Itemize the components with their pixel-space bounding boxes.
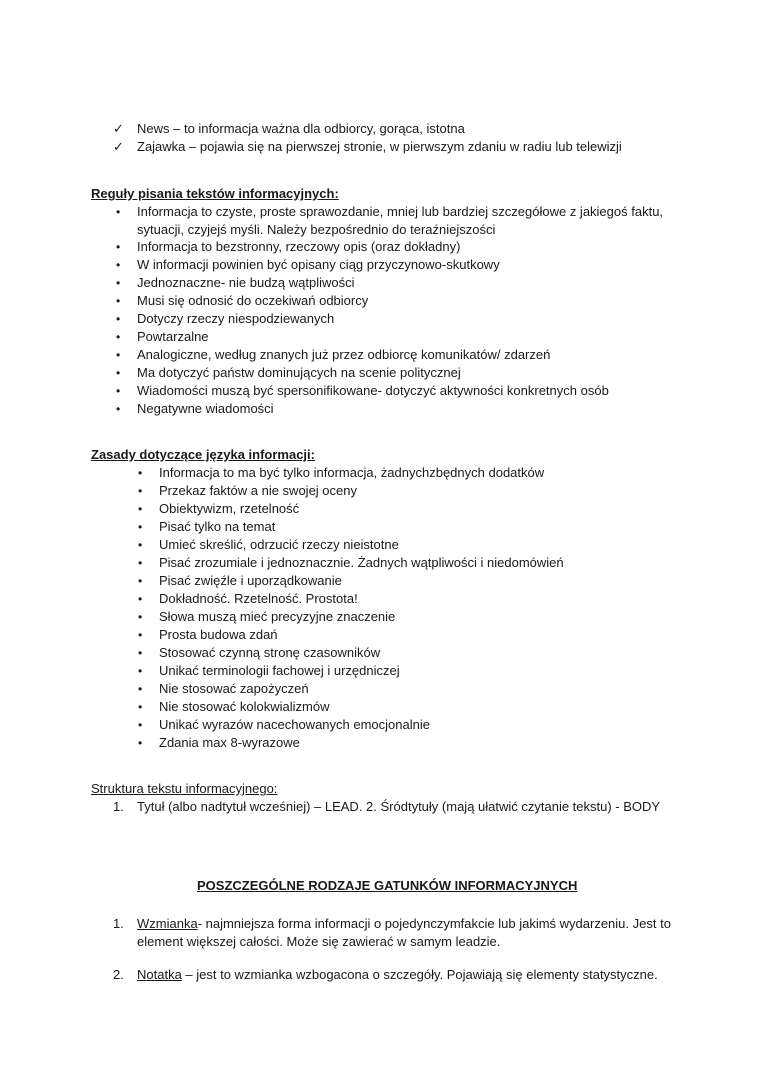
rule-item: Ma dotyczyć państw dominujących na scenie politycznej	[137, 365, 461, 380]
language-item: Nie stosować zapożyczeń	[159, 681, 309, 696]
bullet-icon: •	[116, 402, 121, 416]
language-item: Zdania max 8-wyrazowe	[159, 735, 300, 750]
check-icon: ✓	[113, 139, 124, 154]
bullet-icon: •	[138, 520, 143, 534]
language-item: Pisać zrozumiale i jednoznacznie. Żadnych wątpliwości i niedomówień	[159, 555, 564, 570]
genre-item-notatka	[137, 966, 658, 984]
rule-item-continuation: sytuacji, czyjejś myśli. Należy bezpośrednio do teraźniejszości	[137, 222, 496, 237]
structure-item: Tytuł (albo nadtytuł wcześniej) – LEAD. 2. Śródtytuły (mają ułatwić czytanie tekstu) - BODY	[137, 799, 661, 814]
intro-item-news: News – to informacja ważna dla odbiorcy, gorąca, istotna	[137, 121, 465, 136]
genre-item-continuation: element większej całości. Może się zawierać w samym leadzie.	[137, 934, 501, 949]
language-item: Słowa muszą mieć precyzyjne znaczenie	[159, 609, 396, 624]
bullet-icon: •	[138, 646, 143, 660]
bullet-icon: •	[138, 736, 143, 750]
language-item: Umieć skreślić, odrzucić rzeczy nieistotne	[159, 537, 399, 552]
list-number: 1.	[113, 799, 124, 814]
bullet-icon: •	[116, 366, 121, 380]
bullet-icon: •	[116, 330, 121, 344]
list-number: 1.	[113, 916, 124, 931]
bullet-icon: •	[138, 484, 143, 498]
check-icon: ✓	[113, 121, 124, 136]
bullet-icon: •	[116, 384, 121, 398]
bullet-icon: •	[138, 466, 143, 480]
language-item: Pisać tylko na temat	[159, 519, 276, 534]
rule-item: Powtarzalne	[137, 329, 209, 344]
section-heading-language: Zasady dotyczące języka informacji:	[91, 447, 315, 462]
bullet-icon: •	[116, 294, 121, 308]
bullet-icon: •	[116, 312, 121, 326]
language-item: Obiektywizm, rzetelność	[159, 501, 300, 516]
rule-item: Jednoznaczne- nie budzą wątpliwości	[137, 275, 355, 290]
genre-description: – jest to wzmianka wzbogacona o szczegóły. Pojawiają się elementy statystyczne.	[181, 967, 658, 982]
bullet-icon: •	[138, 610, 143, 624]
rule-item: Musi się odnosić do oczekiwań odbiorcy	[137, 293, 369, 308]
rule-item: Negatywne wiadomości	[137, 401, 274, 416]
bullet-icon: •	[138, 628, 143, 642]
rule-item: W informacji powinien być opisany ciąg przyczynowo-skutkowy	[137, 257, 500, 272]
language-item: Unikać terminologii fachowej i urzędniczej	[159, 663, 400, 678]
rule-item: Wiadomości muszą być spersonifikowane- dotyczyć aktywności konkretnych osób	[137, 383, 609, 398]
rule-item: Analogiczne, według znanych już przez odbiorcę komunikatów/ zdarzeń	[137, 347, 551, 362]
intro-item-zajawka: Zajawka – pojawia się na pierwszej stronie, w pierwszym zdaniu w radiu lub telewizji	[137, 139, 622, 154]
language-item: Dokładność. Rzetelność. Prostota!	[159, 591, 358, 606]
section-heading-rules: Reguły pisania tekstów informacyjnych:	[91, 186, 339, 201]
list-number: 2.	[113, 967, 124, 982]
language-item: Informacja to ma być tylko informacja, żadnychzbędnych dodatków	[159, 465, 545, 480]
language-item: Unikać wyrazów nacechowanych emocjonalnie	[159, 717, 430, 732]
bullet-icon: •	[116, 240, 121, 254]
bullet-icon: •	[138, 682, 143, 696]
bullet-icon: •	[138, 502, 143, 516]
rule-item: Dotyczy rzeczy niespodziewanych	[137, 311, 335, 326]
bullet-icon: •	[138, 718, 143, 732]
bullet-icon: •	[138, 592, 143, 606]
rule-item: Informacja to czyste, proste sprawozdanie, mniej lub bardziej szczegółowe z jakiegoś faktu,	[137, 204, 664, 219]
bullet-icon: •	[138, 556, 143, 570]
bullet-icon: •	[138, 700, 143, 714]
section-heading-structure: Struktura tekstu informacyjnego:	[91, 781, 278, 796]
language-item: Nie stosować kolokwializmów	[159, 699, 330, 714]
genre-term: Notatka	[137, 967, 182, 982]
genre-term: Wzmianka	[137, 916, 198, 931]
language-item: Stosować czynną stronę czasowników	[159, 645, 381, 660]
bullet-icon: •	[116, 348, 121, 362]
language-item: Przekaz faktów a nie swojej oceny	[159, 483, 357, 498]
bullet-icon: •	[138, 574, 143, 588]
language-item: Prosta budowa zdań	[159, 627, 278, 642]
language-item: Pisać zwięźle i uporządkowanie	[159, 573, 342, 588]
rule-item: Informacja to bezstronny, rzeczowy opis (oraz dokładny)	[137, 239, 461, 254]
bullet-icon: •	[116, 276, 121, 290]
bullet-icon: •	[116, 258, 121, 272]
bullet-icon: •	[138, 538, 143, 552]
genre-description: - najmniejsza forma informacji o pojedynczymfakcie lub jakimś wydarzeniu. Jest to	[197, 916, 671, 931]
genre-item-wzmianka	[137, 915, 671, 933]
bullet-icon: •	[116, 205, 121, 219]
page-title: POSZCZEGÓLNE RODZAJE GATUNKÓW INFORMACYJNYCH	[197, 878, 578, 893]
bullet-icon: •	[138, 664, 143, 678]
